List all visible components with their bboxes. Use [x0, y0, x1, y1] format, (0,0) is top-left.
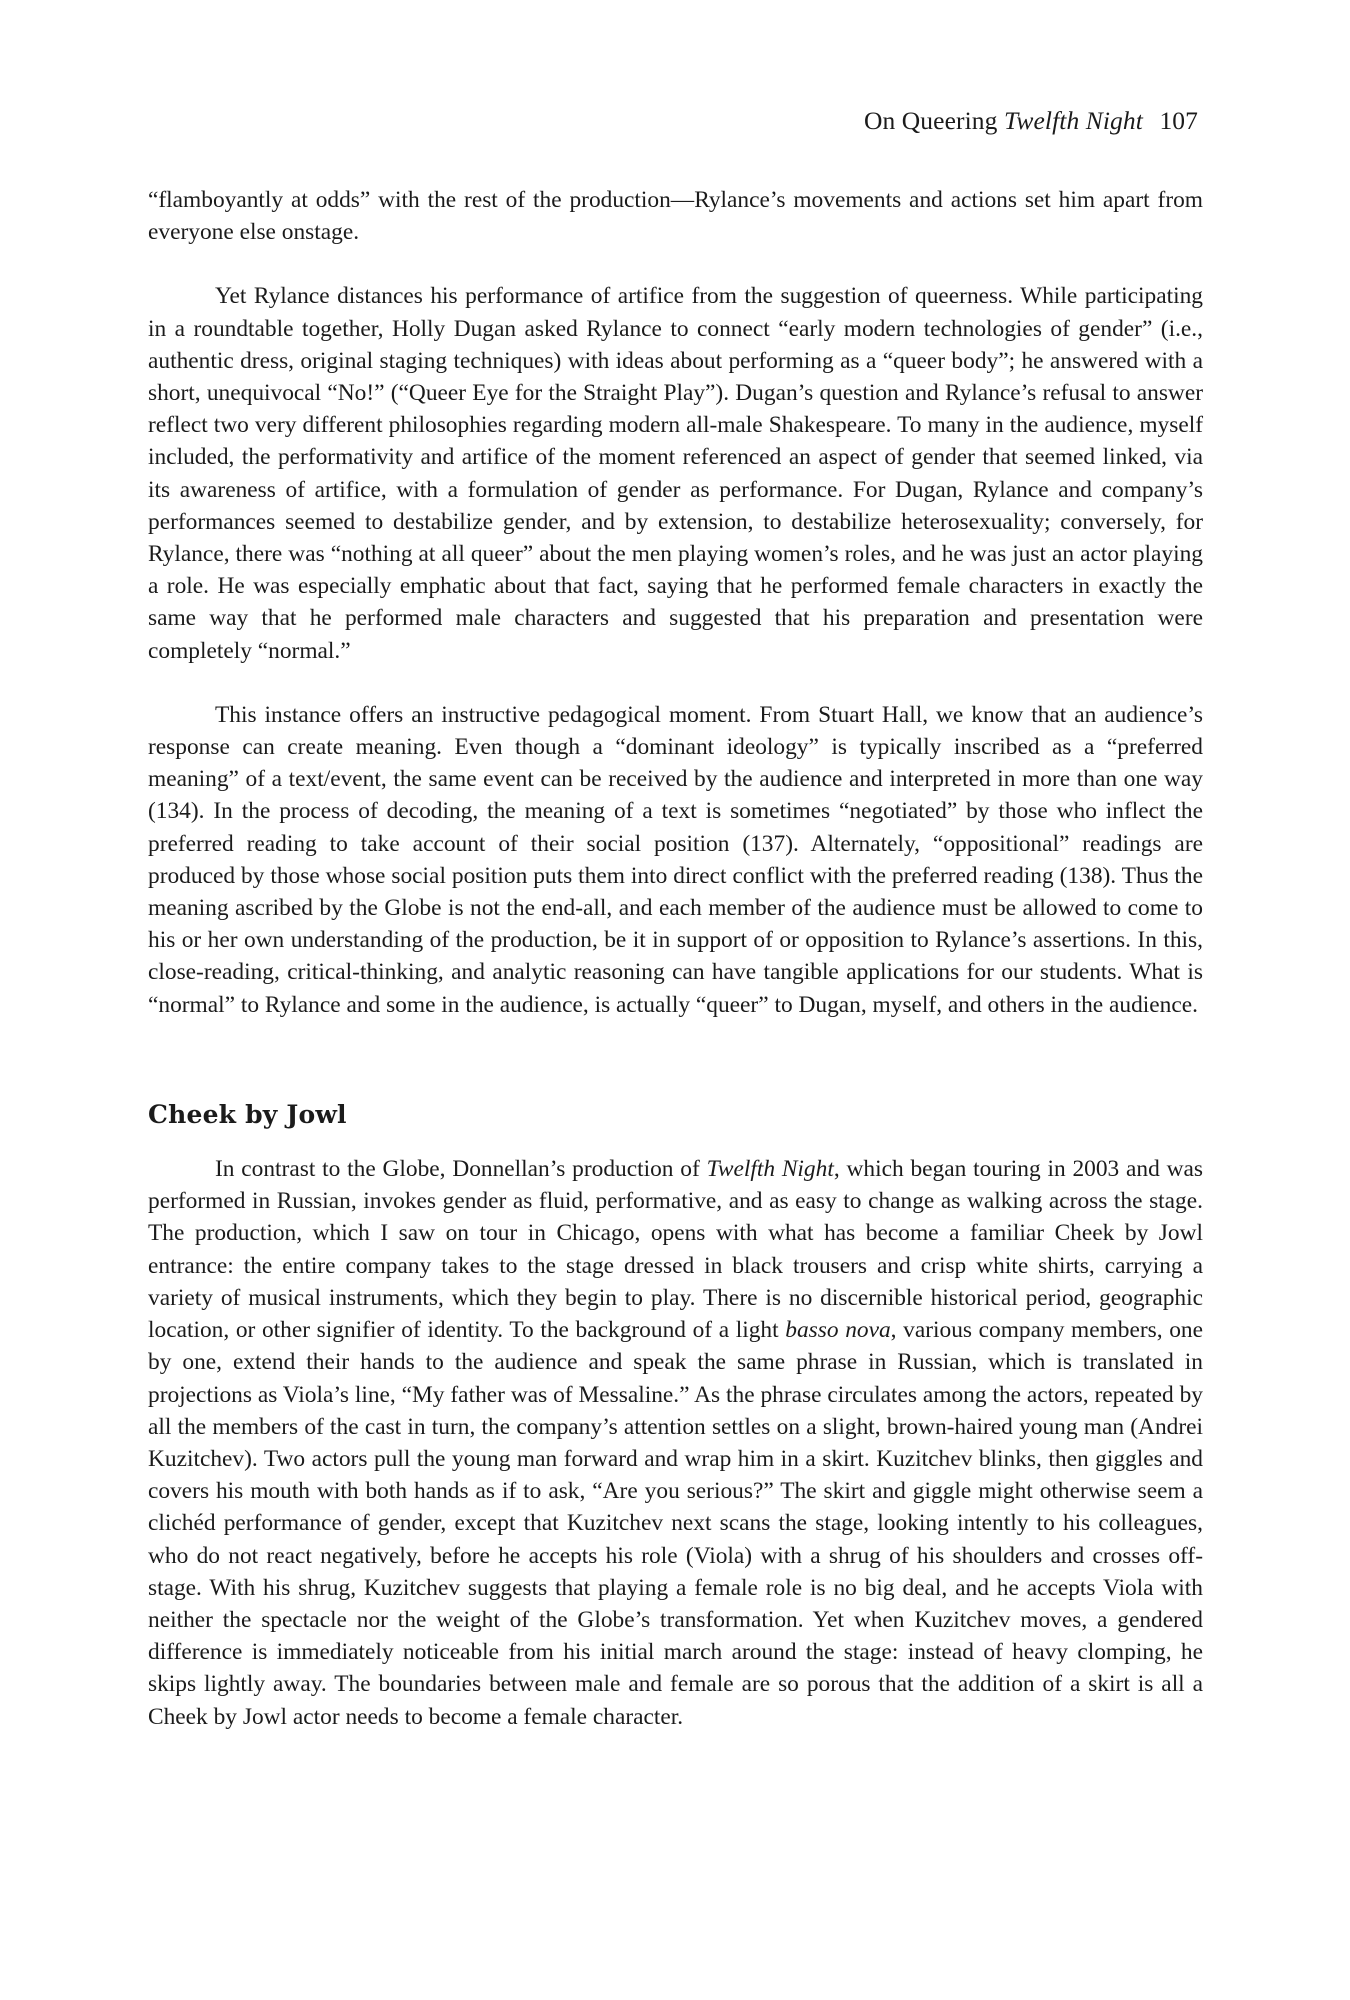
page-number: 107 [1159, 106, 1198, 135]
running-head-title: Twelfth Night [1003, 106, 1143, 135]
paragraph-rylance-queerness: Yet Rylance distances his performance of artifice from the suggestion of queerness. While participating in a roundtable together, Holly Dugan asked Rylance to connect “early modern technologies of gender” (i.e., authentic dress, original staging techniques) with ideas about performing as a “queer body”; he answered with a short, unequivocal “No!” (“Queer Eye for the Straight Play”). Dugan’s question and Rylance’s refusal to answer reflect two very different philosophies regarding modern all-male Shakespeare. To many in the audience, myself included, the performativity and artifice of the moment referenced an aspect of gender that seemed linked, via its awareness of artifice, with a formulation of gender as performance. For Dugan, Rylance and company’s performances seemed to destabilize gender, and by extension, to destabilize heterosexuality; conversely, for Rylance, there was “nothing at all queer” about the men playing women’s roles, and he was just an actor playing a role. He was especially emphatic about that fact, saying that he performed female characters in exactly the same way that he performed male characters and suggested that his preparation and presentation were completely “normal.” [148, 283, 1203, 664]
body-text [148, 184, 1203, 1733]
paragraph-pedagogical-moment: This instance offers an instructive pedagogical moment. From Stuart Hall, we know that an audience’s response can create meaning. Even though a “dominant ideology” is typically inscribed as a “preferred meaning” of a text/event, the same event can be received by the audience and interpreted in more than one way (134). In the process of decoding, the meaning of a text is sometimes “negotiated” by those who inflect the preferred reading to take account of their social position (137). Alternately, “oppositional” readings are produced by those whose social position puts them into direct conflict with the preferred reading (138). Thus the meaning ascribed by the Globe is not the end-all, and each member of the audience must be allowed to come to his or her own understanding of the production, be it in support of or opposition to Rylance’s assertions. In this, close-reading, critical-thinking, and analytic reasoning can have tangible applications for our students. What is “normal” to Rylance and some in the audience, is actually “queer” to Dugan, myself, and others in the audience. [148, 701, 1203, 1018]
section-heading: Cheek by Jowl [148, 1099, 347, 1129]
paragraph-continued: “flamboyantly at odds” with the rest of the production—Rylance’s movements and actions set him apart from everyone else onstage. [148, 187, 1203, 246]
running-head-prefix: On Queering [863, 106, 998, 135]
p4-italic-title: Twelfth Night [706, 1156, 834, 1183]
p4-text-a: In contrast to the Globe, Donnellan’s production of [215, 1156, 707, 1183]
p4-text-e: , various company members, one by one, extend their hands to the audience and speak the same phrase in Russian, which is translated in projections as Viola’s line, “My father was of Messaline.” As the phrase circulates among the actors, repeated by all the members of the cast in turn, the company’s attention settles on a slight, brown-haired young man (Andrei Kuzitchev). Two actors pull the young man forward and wrap him in a skirt. Kuzitchev blinks, then giggles and covers his mouth with both hands as if to ask, “Are you serious?” The skirt and giggle might otherwise seem a clichéd performance of gender, except that Kuzitchev next scans the stage, looking intently to his colleagues, who do not react negatively, before he accepts his role (Viola) with a shrug of his shoulders and crosses off-stage. With his shrug, Kuzitchev suggests that playing a female role is no big deal, and he accepts Viola with neither the spectacle nor the weight of the Globe’s transformation. Yet when Kuzitchev moves, a gendered difference is immediately noticeable from his initial march around the stage: instead of heavy clomping, he skips lightly away. The boundaries between male and female are so porous that the addition of a skirt is all a Cheek by Jowl actor needs to become a female character. [148, 1317, 1204, 1730]
p4-italic-basso-nova: basso nova [785, 1317, 891, 1344]
p4-text-c: , which began touring in 2003 and was performed in Russian, invokes gender as fluid, performative, and as easy to change as walking across the stage. The production, which I saw on tour in Chicago, opens with what has become a familiar Cheek by Jowl entrance: the entire company takes to the stage dressed in black trousers and crisp white shirts, carrying a variety of musical instruments, which they begin to play. There is no discernible historical period, geographic location, or other signifier of identity. To the background of a light [148, 1156, 1203, 1344]
paragraph-cheek-by-jowl [148, 1153, 1203, 1733]
running-head [864, 106, 1198, 136]
